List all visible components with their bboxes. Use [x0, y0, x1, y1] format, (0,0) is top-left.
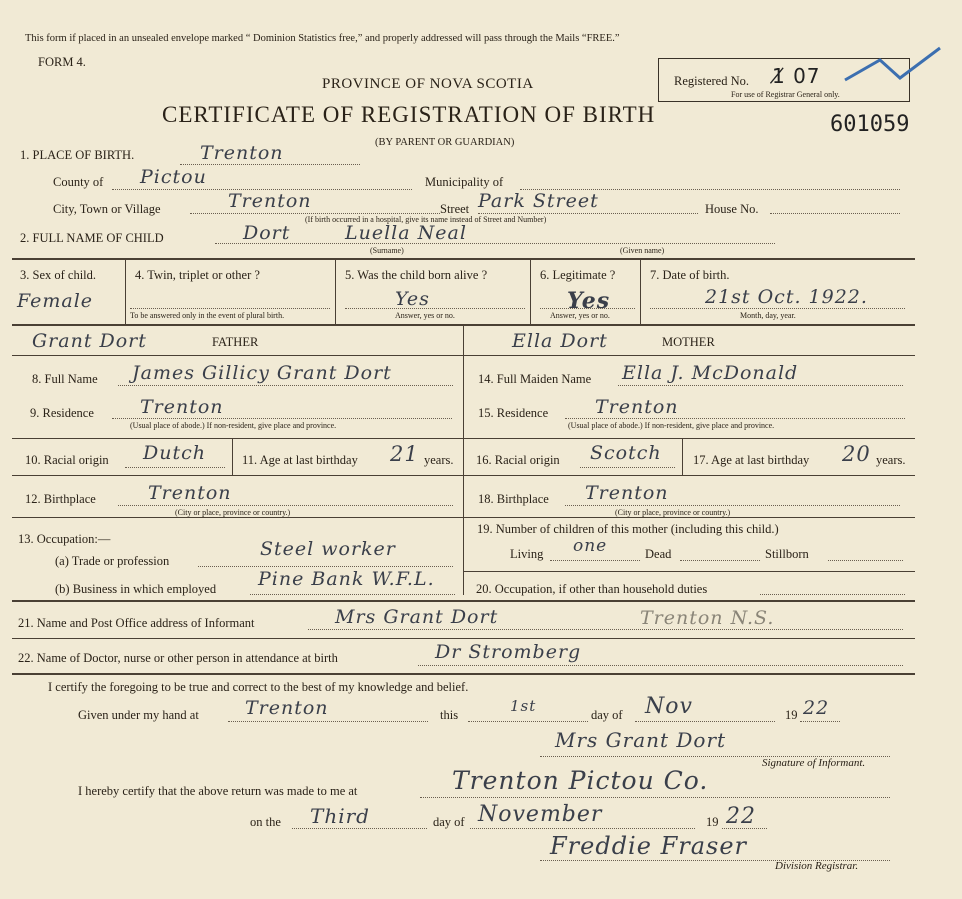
house-number-label: House No.	[705, 202, 759, 216]
informant-signature: Mrs Grant Dort	[555, 728, 727, 752]
mother-racial-label: 16. Racial origin	[476, 453, 560, 467]
mother-birthplace-value: Trenton	[585, 482, 669, 504]
hospital-note: (If birth occurred in a hospital, give its name instead of Street and Number)	[305, 215, 547, 224]
father-birthplace-note: (City or place, province or country.)	[175, 508, 291, 517]
legitimate-label: 6. Legitimate ?	[540, 268, 616, 282]
this-label: this	[440, 708, 459, 722]
date-of-birth-note: Month, day, year.	[740, 311, 796, 320]
business-value: Pine Bank W.F.L.	[258, 568, 435, 590]
father-years-label: years.	[424, 453, 454, 467]
return-year-prefix: 19	[706, 815, 719, 829]
mother-years-label: years.	[876, 453, 906, 467]
father-name-value: James Gillicy Grant Dort	[132, 362, 392, 384]
year-prefix: 19	[785, 708, 798, 722]
father-residence-value: Trenton	[140, 396, 224, 418]
twin-note: To be answered only in the event of plural birth.	[130, 311, 285, 320]
children-label: 19. Number of children of this mother (including this child.)	[477, 522, 779, 536]
full-name-label: 2. FULL NAME OF CHILD	[20, 231, 164, 245]
place-of-birth-label: 1. PLACE OF BIRTH.	[20, 148, 135, 162]
business-label: (b) Business in which employed	[55, 582, 217, 596]
father-residence-note: (Usual place of abode.) If non-resident, give place and province.	[130, 421, 337, 430]
father-age-value: 21	[390, 442, 419, 466]
return-place-value: Trenton Pictou Co.	[452, 766, 709, 795]
mother-header-name: Ella Dort	[512, 330, 608, 352]
street-label: Street	[440, 202, 470, 216]
living-label: Living	[510, 547, 544, 561]
mail-note: This form if placed in an unsealed envelope marked “ Dominion Statistics free,” and properly addressed will pass through the Mails “FREE.”	[25, 33, 620, 44]
registrar-caption: Division Registrar.	[775, 860, 859, 872]
date-of-birth-value: 21st Oct. 1922.	[705, 286, 868, 308]
registrar-use-note: For use of Registrar General only.	[731, 90, 840, 99]
father-residence-label: 9. Residence	[30, 406, 94, 420]
city-value: Trenton	[228, 190, 312, 212]
certificate-title: CERTIFICATE OF REGISTRATION OF BIRTH	[162, 102, 656, 127]
certificate-subtitle: (BY PARENT OR GUARDIAN)	[375, 137, 515, 148]
father-heading: FATHER	[212, 335, 259, 349]
county-label: County of	[53, 175, 104, 189]
return-day-of-label: day of	[433, 815, 465, 829]
date-of-birth-label: 7. Date of birth.	[650, 268, 730, 282]
return-year-value: 22	[726, 804, 756, 829]
street-value: Park Street	[478, 190, 599, 212]
return-day-value: Third	[310, 804, 370, 828]
registrar-signature: Freddie Fraser	[550, 832, 747, 860]
city-label: City, Town or Village	[53, 202, 161, 216]
stillborn-label: Stillborn	[765, 547, 809, 561]
mother-residence-label: 15. Residence	[478, 406, 549, 420]
sex-value: Female	[17, 290, 94, 312]
registered-number-value: 1̸ 07	[772, 64, 821, 88]
legitimate-note: Answer, yes or no.	[550, 311, 610, 320]
born-alive-note: Answer, yes or no.	[395, 311, 455, 320]
informant-address-value: Trenton N.S.	[640, 607, 775, 629]
father-name-label: 8. Full Name	[32, 372, 98, 386]
surname-value: Dort	[243, 222, 291, 244]
legitimate-value: Yes	[567, 288, 611, 314]
hereby-certify-label: I hereby certify that the above return was made to me at	[78, 784, 358, 798]
born-alive-value: Yes	[395, 288, 430, 310]
dead-label: Dead	[645, 547, 672, 561]
municipality-label: Municipality of	[425, 175, 504, 189]
sex-label: 3. Sex of child.	[20, 268, 97, 282]
mother-residence-note: (Usual place of abode.) If non-resident, give place and province.	[568, 421, 775, 430]
mother-age-value: 20	[842, 442, 871, 466]
mother-heading: MOTHER	[662, 335, 715, 349]
province-heading: PROVINCE OF NOVA SCOTIA	[322, 76, 534, 92]
given-name-value: Luella Neal	[345, 222, 467, 244]
serial-number: 601059	[830, 112, 910, 137]
doctor-label: 22. Name of Doctor, nurse or other person in attendance at birth	[18, 651, 338, 665]
place-of-birth-value: Trenton	[200, 142, 284, 164]
mother-birthplace-label: 18. Birthplace	[478, 492, 549, 506]
year-value: 22	[803, 697, 830, 719]
father-birthplace-label: 12. Birthplace	[25, 492, 96, 506]
signature-caption: Signature of Informant.	[762, 757, 866, 769]
county-value: Pictou	[140, 166, 207, 188]
living-value: one	[573, 536, 608, 556]
certify-statement: I certify the foregoing to be true and correct to the best of my knowledge and belief.	[48, 680, 469, 694]
mother-birthplace-note: (City or place, province or country.)	[615, 508, 731, 517]
born-alive-label: 5. Was the child born alive ?	[345, 268, 488, 282]
doctor-value: Dr Stromberg	[435, 641, 582, 663]
father-racial-value: Dutch	[143, 442, 206, 464]
mother-name-label: 14. Full Maiden Name	[478, 372, 592, 386]
father-age-label: 11. Age at last birthday	[242, 453, 358, 467]
given-at-value: Trenton	[245, 697, 329, 719]
mother-racial-value: Scotch	[590, 442, 662, 464]
blue-pencil-mark	[840, 40, 950, 90]
occupation-label: 13. Occupation:—	[18, 532, 111, 546]
month-value: Nov	[645, 694, 693, 719]
father-header-name: Grant Dort	[32, 330, 147, 352]
mother-occupation-label: 20. Occupation, if other than household duties	[476, 582, 708, 596]
surname-caption: (Surname)	[370, 246, 404, 255]
given-name-caption: (Given name)	[620, 246, 665, 255]
father-birthplace-value: Trenton	[148, 482, 232, 504]
registered-number-label: Registered No.	[674, 74, 749, 88]
trade-label: (a) Trade or profession	[55, 554, 170, 568]
day-of-label: day of	[591, 708, 623, 722]
form-number: FORM 4.	[38, 55, 86, 69]
twin-label: 4. Twin, triplet or other ?	[135, 268, 260, 282]
informant-label: 21. Name and Post Office address of Informant	[18, 616, 255, 630]
mother-age-label: 17. Age at last birthday	[693, 453, 810, 467]
informant-value: Mrs Grant Dort	[335, 606, 499, 628]
given-under-label: Given under my hand at	[78, 708, 199, 722]
mother-name-value: Ella J. McDonald	[622, 362, 799, 384]
return-month-value: November	[478, 802, 603, 827]
on-the-label: on the	[250, 815, 281, 829]
father-racial-label: 10. Racial origin	[25, 453, 109, 467]
mother-residence-value: Trenton	[595, 396, 679, 418]
trade-value: Steel worker	[260, 538, 396, 560]
day-value: 1st	[510, 697, 537, 715]
